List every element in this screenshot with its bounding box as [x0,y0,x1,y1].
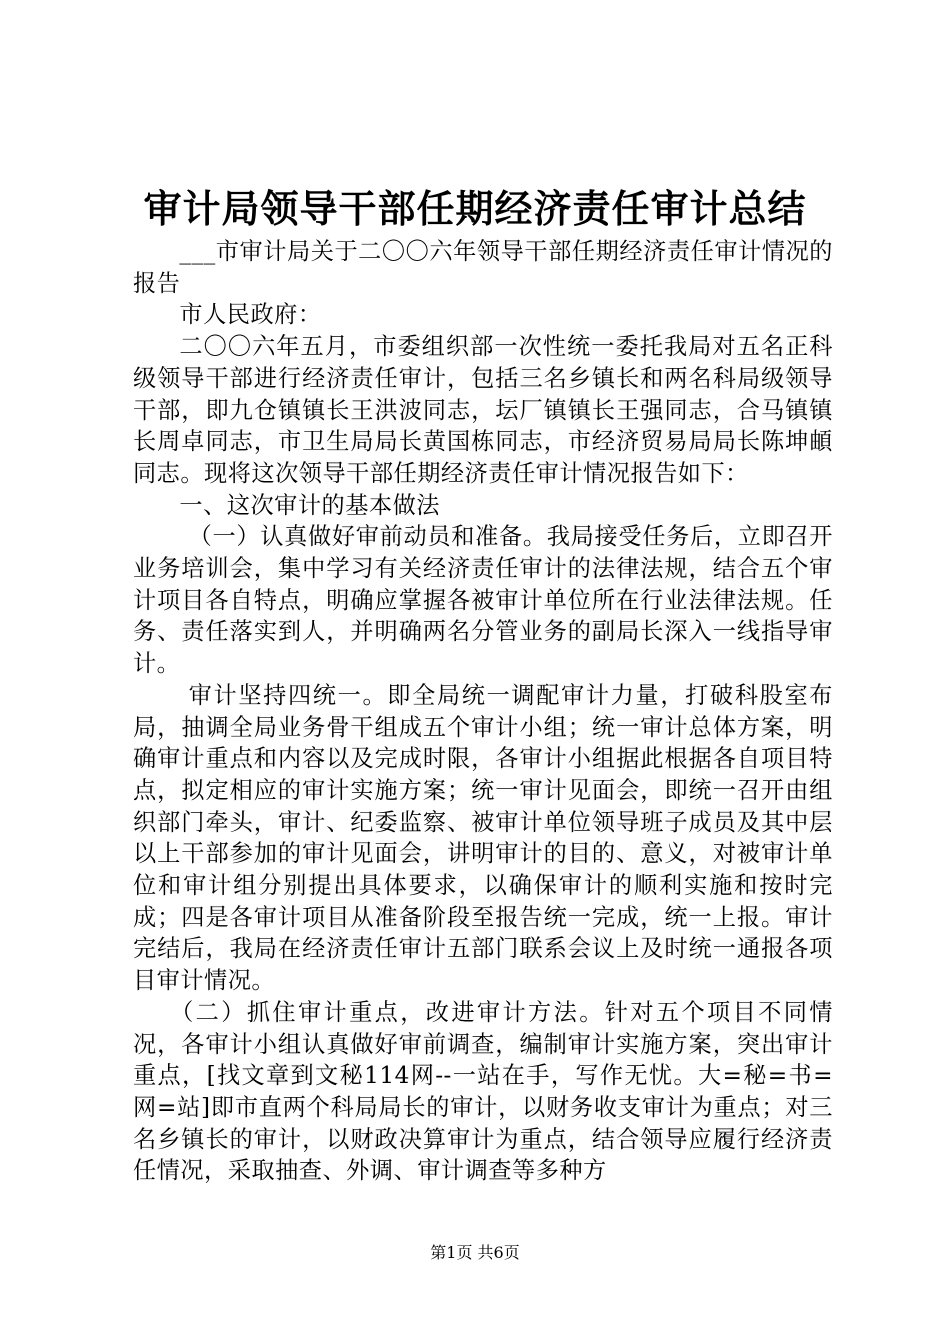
intro-paragraph: 二〇〇六年五月，市委组织部一次性统一委托我局对五名正科级领导干部进行经济责任审计，包括三名乡镇长和两名科局级领导干部，即九仓镇镇长王洪波同志，坛厂镇镇长王强同志，合马镇镇长周卓同志，市卫生局局长黄国栋同志，市经济贸易局局长陈坤頔同志。现将这次领导干部任期经济责任审计情况报告如下： [133,333,833,487]
subsection-2-paragraph: （二）抓住审计重点，改进审计方法。针对五个项目不同情况，各审计小组认真做好审前调查，编制审计实施方案，突出审计重点，[找文章到文秘114网--一站在手，写作无忧。大=秘=书=网=站]即市直两个科局局长的审计，以财务收支审计为重点；对三名乡镇长的审计，以财政决算审计为重点，结合领导应履行经济责任情况，采取抽查、外调、审计调查等多种方 [133,998,833,1185]
report-heading-paragraph: ___市审计局关于二〇〇六年领导干部任期经济责任审计情况的报告 [133,238,833,297]
document-body [133,236,833,1187]
four-unifications-paragraph: 审计坚持四统一。即全局统一调配审计力量，打破科股室布局，抽调全局业务骨干组成五个审计小组；统一审计总体方案，明确审计重点和内容以及完成时限，各审计小组据此根据各自项目特点，拟定相应的审计实施方案；统一审计见面会，即统一召开由组织部门牵头，审计、纪委监察、被审计单位领导班子成员及其中层以上干部参加的审计见面会，讲明审计的目的、意义，对被审计单位和审计组分别提出具体要求，以确保审计的顺利实施和按时完成；四是各审计项目从准备阶段至报告统一完成，统一上报。审计完结后，我局在经济责任审计五部门联系会议上及时统一通报各项目审计情况。 [133,681,833,995]
subsection-1-paragraph: （一）认真做好审前动员和准备。我局接受任务后，立即召开业务培训会，集中学习有关经济责任审计的法律法规，结合五个审计项目各自特点，明确应掌握各被审计单位所在行业法律法规。任务、责任落实到人，并明确两名分管业务的副局长深入一线指导审计。 [133,523,833,678]
salutation-paragraph: 市人民政府： [179,301,322,329]
document-title: 审计局领导干部任期经济责任审计总结 [143,186,807,231]
section-heading-1: 一、这次审计的基本做法 [179,491,440,519]
page-footer: 第1页 共6页 [430,1243,520,1262]
